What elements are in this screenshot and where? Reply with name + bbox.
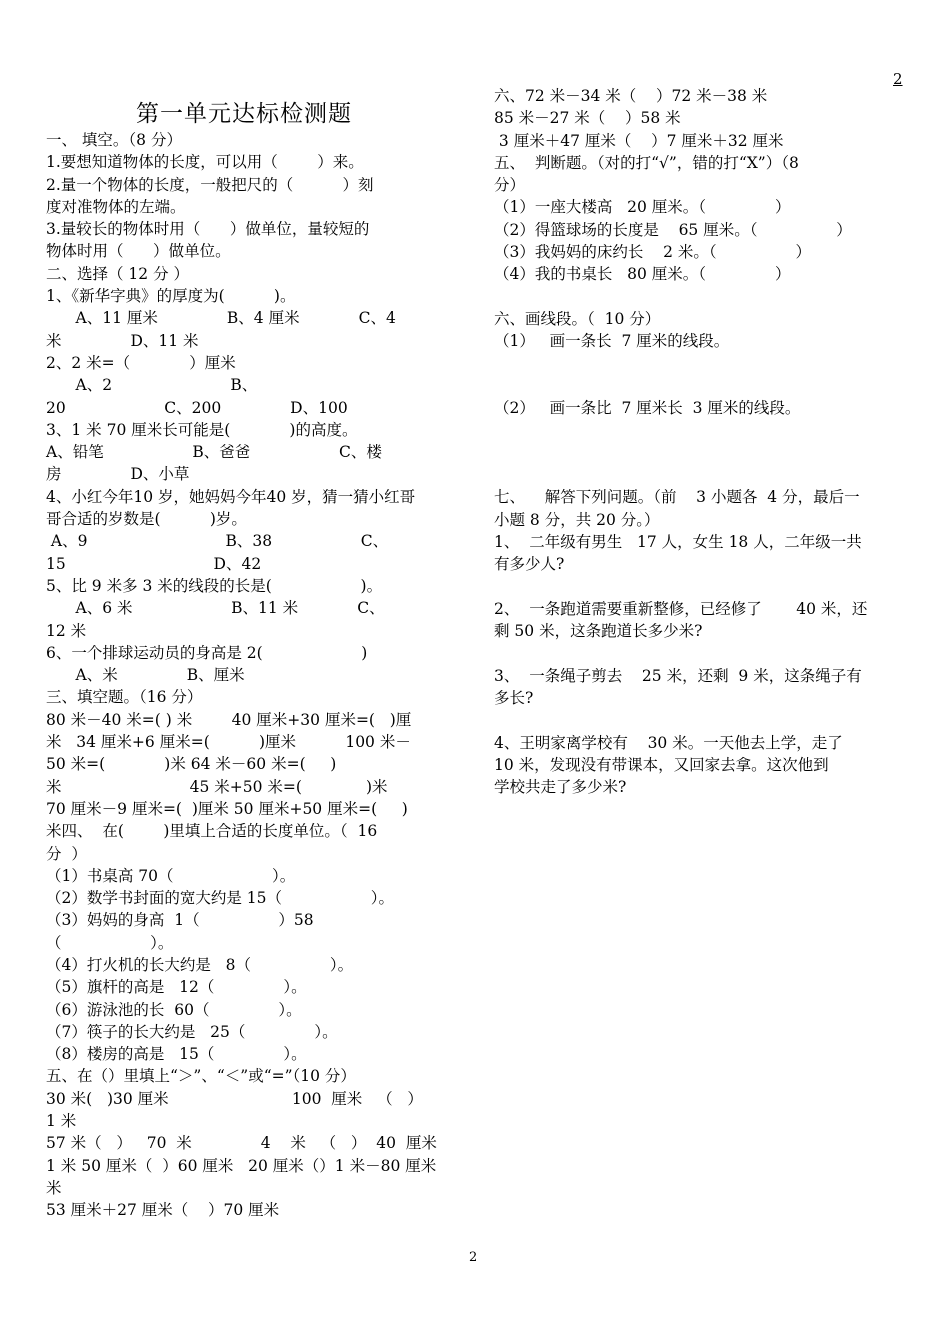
text-line: 六、72 米－34 米（ ）72 米－38 米 — [494, 87, 768, 105]
text-line: A、11 厘米 B、4 厘米 C、4 — [46, 309, 396, 328]
text-line: 20 C、200 D、100 — [46, 398, 348, 417]
text-line: A、米 B、厘米 — [46, 666, 245, 685]
text-line: 10 米，发现没有带课本，又回家去拿。这次他到 — [494, 755, 829, 774]
text-line: （5）旗杆的高是 12（ ）。 — [46, 978, 307, 997]
text-line: 小题 8 分，共 20 分。） — [494, 510, 660, 529]
text-line: 6、一个排球运动员的身高是 2( ) — [46, 643, 368, 662]
text-line: 五、在（）里填上“＞”、“＜”或“=”（10 分） — [46, 1067, 356, 1086]
text-line: 1、《新华字典》的厚度为( )。 — [46, 287, 296, 306]
text-line: （3）我妈妈的床约长 2 米。（ ） — [494, 243, 811, 262]
right-column — [494, 85, 914, 799]
text-line — [494, 286, 914, 308]
text-line: 分） — [494, 176, 526, 195]
text-line: （2）得篮球场的长度是 65 厘米。（ ） — [494, 220, 852, 239]
text-line — [494, 576, 914, 598]
text-line — [494, 353, 914, 375]
text-line: （4）打火机的长大约是 8（ ）。 — [46, 955, 354, 974]
text-line: 米 34 厘米+6 厘米=( )厘米 100 米－ — [46, 733, 411, 752]
page-number-top: 2 — [893, 70, 903, 88]
text-line: 物体时用（ ）做单位。 — [46, 242, 231, 261]
text-line — [494, 642, 914, 664]
text-line: 5、比 9 米多 3 米的线段的长是( )。 — [46, 576, 383, 595]
text-line: 米 45 米+50 米=( )米 — [46, 777, 388, 796]
text-line: 房 D、小草 — [46, 465, 190, 484]
text-line: 4、王明家离学校有 30 米。一天他去上学，走了 — [494, 733, 843, 752]
text-line: 哥合适的岁数是( )岁。 — [46, 510, 247, 529]
text-line: 六、画线段。（ 10 分） — [494, 309, 661, 328]
text-line: 1 米 — [46, 1112, 77, 1131]
text-line: 80 米－40 米=( ) 米 40 厘米+30 厘米=( )厘 — [46, 710, 412, 729]
text-line: （1）一座大楼高 20 厘米。（ ） — [494, 198, 791, 217]
text-line: （6）游泳池的长 60（ ）。 — [46, 1000, 302, 1019]
text-line: 4、小红今年10 岁，她妈妈今年40 岁，猜一猜小红哥 — [46, 487, 416, 506]
text-line: （8）楼房的高是 15（ ）。 — [46, 1045, 307, 1064]
text-line: 剩 50 米，这条跑道长多少米? — [494, 622, 703, 641]
text-line: A、6 米 B、11 米 C、 — [46, 599, 385, 618]
text-line: 米四、 在( )里填上合适的长度单位。（ 16 — [46, 822, 378, 841]
text-line: （3）妈妈的身高 1（ ）58 — [46, 911, 314, 930]
text-line: 2、2 米=（ ）厘米 — [46, 353, 236, 372]
text-line: 3 厘米＋47 厘米（ ）7 厘米＋32 厘米 — [494, 131, 784, 150]
text-line: 2、 一条跑道需要重新整修，已经修了 40 米，还 — [494, 599, 868, 618]
text-line: （2）数学书封面的宽大约是 15（ ）。 — [46, 889, 394, 908]
text-line: A、9 B、38 C、 — [46, 532, 389, 551]
text-line: 57 米（ ） 70 米 4 米 （ ） 40 厘米 — [46, 1134, 437, 1153]
text-line: 多长? — [494, 689, 534, 708]
page-title: 第一单元达标检测题 — [136, 101, 352, 127]
text-line: 85 米－27 米（ ）58 米 — [494, 109, 681, 128]
text-line: 15 D、42 — [46, 554, 262, 573]
text-line — [494, 442, 914, 464]
page-number-bottom: 2 — [469, 1250, 478, 1265]
left-column — [46, 129, 461, 1222]
text-line: 五、 判断题。（对的打“√”，错的打“X”）（8 — [494, 153, 799, 172]
text-line: （1）书桌高 70（ ）。 — [46, 866, 296, 885]
text-line: 12 米 — [46, 621, 87, 640]
text-line — [494, 419, 914, 441]
text-line: 1、 二年级有男生 17 人，女生 18 人，二年级一共 — [494, 532, 862, 551]
text-line: 30 米( )30 厘米 100 厘米 （ ） — [46, 1089, 423, 1108]
text-line: （1） 画一条长 7 厘米的线段。 — [494, 332, 730, 351]
text-line: 3、 一条绳子剪去 25 米，还剩 9 米，这条绳子有 — [494, 666, 862, 685]
text-line: 50 米=( )米 64 米－60 米=( ) — [46, 755, 337, 774]
text-line: 3、1 米 70 厘米长可能是( )的高度。 — [46, 420, 358, 439]
text-line: （2） 画一条比 7 厘米长 3 厘米的线段。 — [494, 399, 801, 418]
text-line: （ ）。 — [46, 933, 174, 952]
text-line: 1.要想知道物体的长度，可以用（ ）来。 — [46, 153, 364, 172]
text-line: 2.量一个物体的长度，一般把尺的（ ）刻 — [46, 175, 374, 194]
text-line: 二、选择（ 12 分 ） — [46, 264, 190, 283]
text-line — [494, 709, 914, 731]
text-line: 3.量较长的物体时用（ ）做单位，量较短的 — [46, 220, 370, 239]
text-line: 分 ） — [46, 844, 87, 863]
text-line: 三、填空题。（16 分） — [46, 688, 203, 707]
text-line: 有多少人? — [494, 555, 565, 574]
text-line: 一、 填空。（8 分） — [46, 131, 182, 149]
text-line: 米 D、11 米 — [46, 331, 199, 350]
text-line: 学校共走了多少米? — [494, 778, 627, 797]
text-line: 度对准物体的左端。 — [46, 197, 186, 216]
text-line: 七、 解答下列问题。（前 3 小题各 4 分，最后一 — [494, 488, 860, 507]
text-line: A、2 B、 — [46, 376, 258, 395]
text-line: 53 厘米＋27 厘米（ ）70 厘米 — [46, 1201, 280, 1220]
text-line — [494, 464, 914, 486]
text-line: 米 — [46, 1178, 62, 1197]
text-line: （7）筷子的长大约是 25（ ）。 — [46, 1022, 338, 1041]
text-line — [494, 375, 914, 397]
text-line: （4）我的书桌长 80 厘米。（ ） — [494, 265, 791, 284]
text-line: A、铅笔 B、爸爸 C、楼 — [46, 443, 382, 462]
text-line: 70 厘米－9 厘米=( )厘米 50 厘米+50 厘米=( ) — [46, 799, 408, 818]
text-line: 1 米 50 厘米（ ）60 厘米 20 厘米（）1 米－80 厘米 — [46, 1156, 437, 1175]
